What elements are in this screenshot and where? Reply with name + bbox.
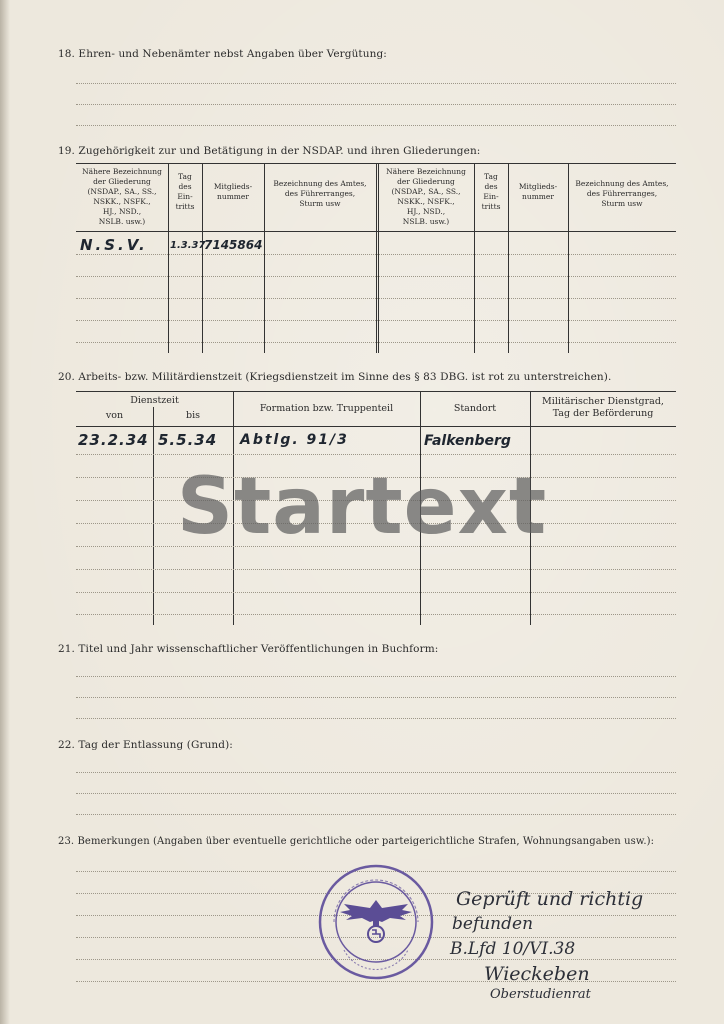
section-23-heading: 23. Bemerkungen (Angaben über eventuelle gerichtliche oder parteigerichtliche Strafen, Wohnungsangaben usw.): bbox=[58, 836, 655, 847]
header-gliederung-2: Nähere Bezeichnung der Gliederung (NSDAP., SA., SS., NSKK., NSFK., HJ., NSD., NSLB. usw.) bbox=[386, 167, 466, 226]
section-21-heading: 21. Titel und Jahr wissenschaftlicher Veröffentlichungen in Buchform: bbox=[58, 643, 439, 655]
entry-standort: Falkenberg bbox=[424, 433, 511, 449]
entry-formation: Abtlg. 91/3 bbox=[240, 432, 349, 448]
table-row-line bbox=[76, 614, 676, 615]
header-bis: bis bbox=[186, 410, 200, 421]
header-amt: Bezeichnung des Amtes, des Führerranges, Sturm usw bbox=[273, 179, 367, 208]
table-row-line bbox=[76, 454, 676, 455]
header-mitgliedsnummer: Mitglieds- nummer bbox=[213, 182, 253, 201]
section-19-heading: 19. Zugehörigkeit zur und Betätigung in der NSDAP. und ihren Gliederungen: bbox=[58, 145, 481, 157]
section-22-line bbox=[76, 793, 676, 794]
section-22-line bbox=[76, 772, 676, 773]
signature-line-3: B.Lfd 10/VI.38 bbox=[450, 939, 576, 959]
header-eintritt-2: Tag des Ein- tritts bbox=[481, 172, 501, 211]
watermark-text: Startext bbox=[176, 462, 548, 552]
entry-von: 23.2.34 bbox=[78, 431, 149, 449]
section-18-line bbox=[76, 125, 676, 126]
section-22-line bbox=[76, 814, 676, 815]
section-18-line bbox=[76, 83, 676, 84]
signature-line-2: befunden bbox=[452, 914, 534, 934]
table-row-line bbox=[76, 276, 676, 277]
section-21-line bbox=[76, 718, 676, 719]
table-top-border bbox=[76, 391, 676, 392]
section-21-line bbox=[76, 676, 676, 677]
table-row-line bbox=[76, 320, 676, 321]
header-von: von bbox=[105, 410, 124, 421]
entry-bis: 5.5.34 bbox=[158, 431, 218, 449]
signature-line-1: Geprüft und richtig bbox=[456, 888, 644, 910]
table-row-line bbox=[76, 342, 676, 343]
section-22-heading: 22. Tag der Entlassung (Grund): bbox=[58, 739, 233, 751]
official-stamp bbox=[316, 862, 436, 982]
table-row-line bbox=[76, 569, 676, 570]
header-formation: Formation bzw. Truppenteil bbox=[259, 403, 394, 414]
entry-mitgliedsnummer: 7145864 bbox=[204, 238, 263, 252]
entry-gliederung: N.S.V. bbox=[80, 236, 148, 254]
table-row-line bbox=[76, 592, 676, 593]
section-18-line bbox=[76, 104, 676, 105]
table-header-border bbox=[76, 426, 676, 427]
section-21-line bbox=[76, 697, 676, 698]
entry-eintrittsdatum: 1.3.37 bbox=[170, 240, 206, 251]
table-row-line bbox=[76, 254, 676, 255]
header-standort: Standort bbox=[453, 403, 497, 414]
section-18-heading: 18. Ehren- und Nebenämter nebst Angaben über Vergütung: bbox=[58, 48, 387, 60]
header-eintritt: Tag des Ein- tritts bbox=[175, 172, 195, 211]
header-gliederung: Nähere Bezeichnung der Gliederung (NSDAP., SA., SS., NSKK., NSFK., HJ., NSD., NSLB. usw.) bbox=[82, 167, 162, 226]
header-dienstzeit: Dienstzeit bbox=[130, 395, 179, 406]
signature-line-4: Wieckeben bbox=[484, 963, 590, 985]
column-divider bbox=[376, 163, 377, 353]
signature-line-5: Oberstudienrat bbox=[490, 987, 591, 1002]
header-dienstgrad: Militärischer Dienstgrad, Tag der Beförderung bbox=[542, 396, 664, 419]
table-row-line bbox=[76, 298, 676, 299]
section-20-heading: 20. Arbeits- bzw. Militärdienstzeit (Kriegsdienstzeit im Sinne des § 83 DBG. ist rot zu unterstreichen). bbox=[58, 371, 612, 383]
header-amt-2: Bezeichnung des Amtes, des Führerranges, Sturm usw bbox=[575, 179, 669, 208]
header-mitgliedsnummer-2: Mitglieds- nummer bbox=[518, 182, 558, 201]
eagle-emblem-icon bbox=[340, 900, 412, 942]
